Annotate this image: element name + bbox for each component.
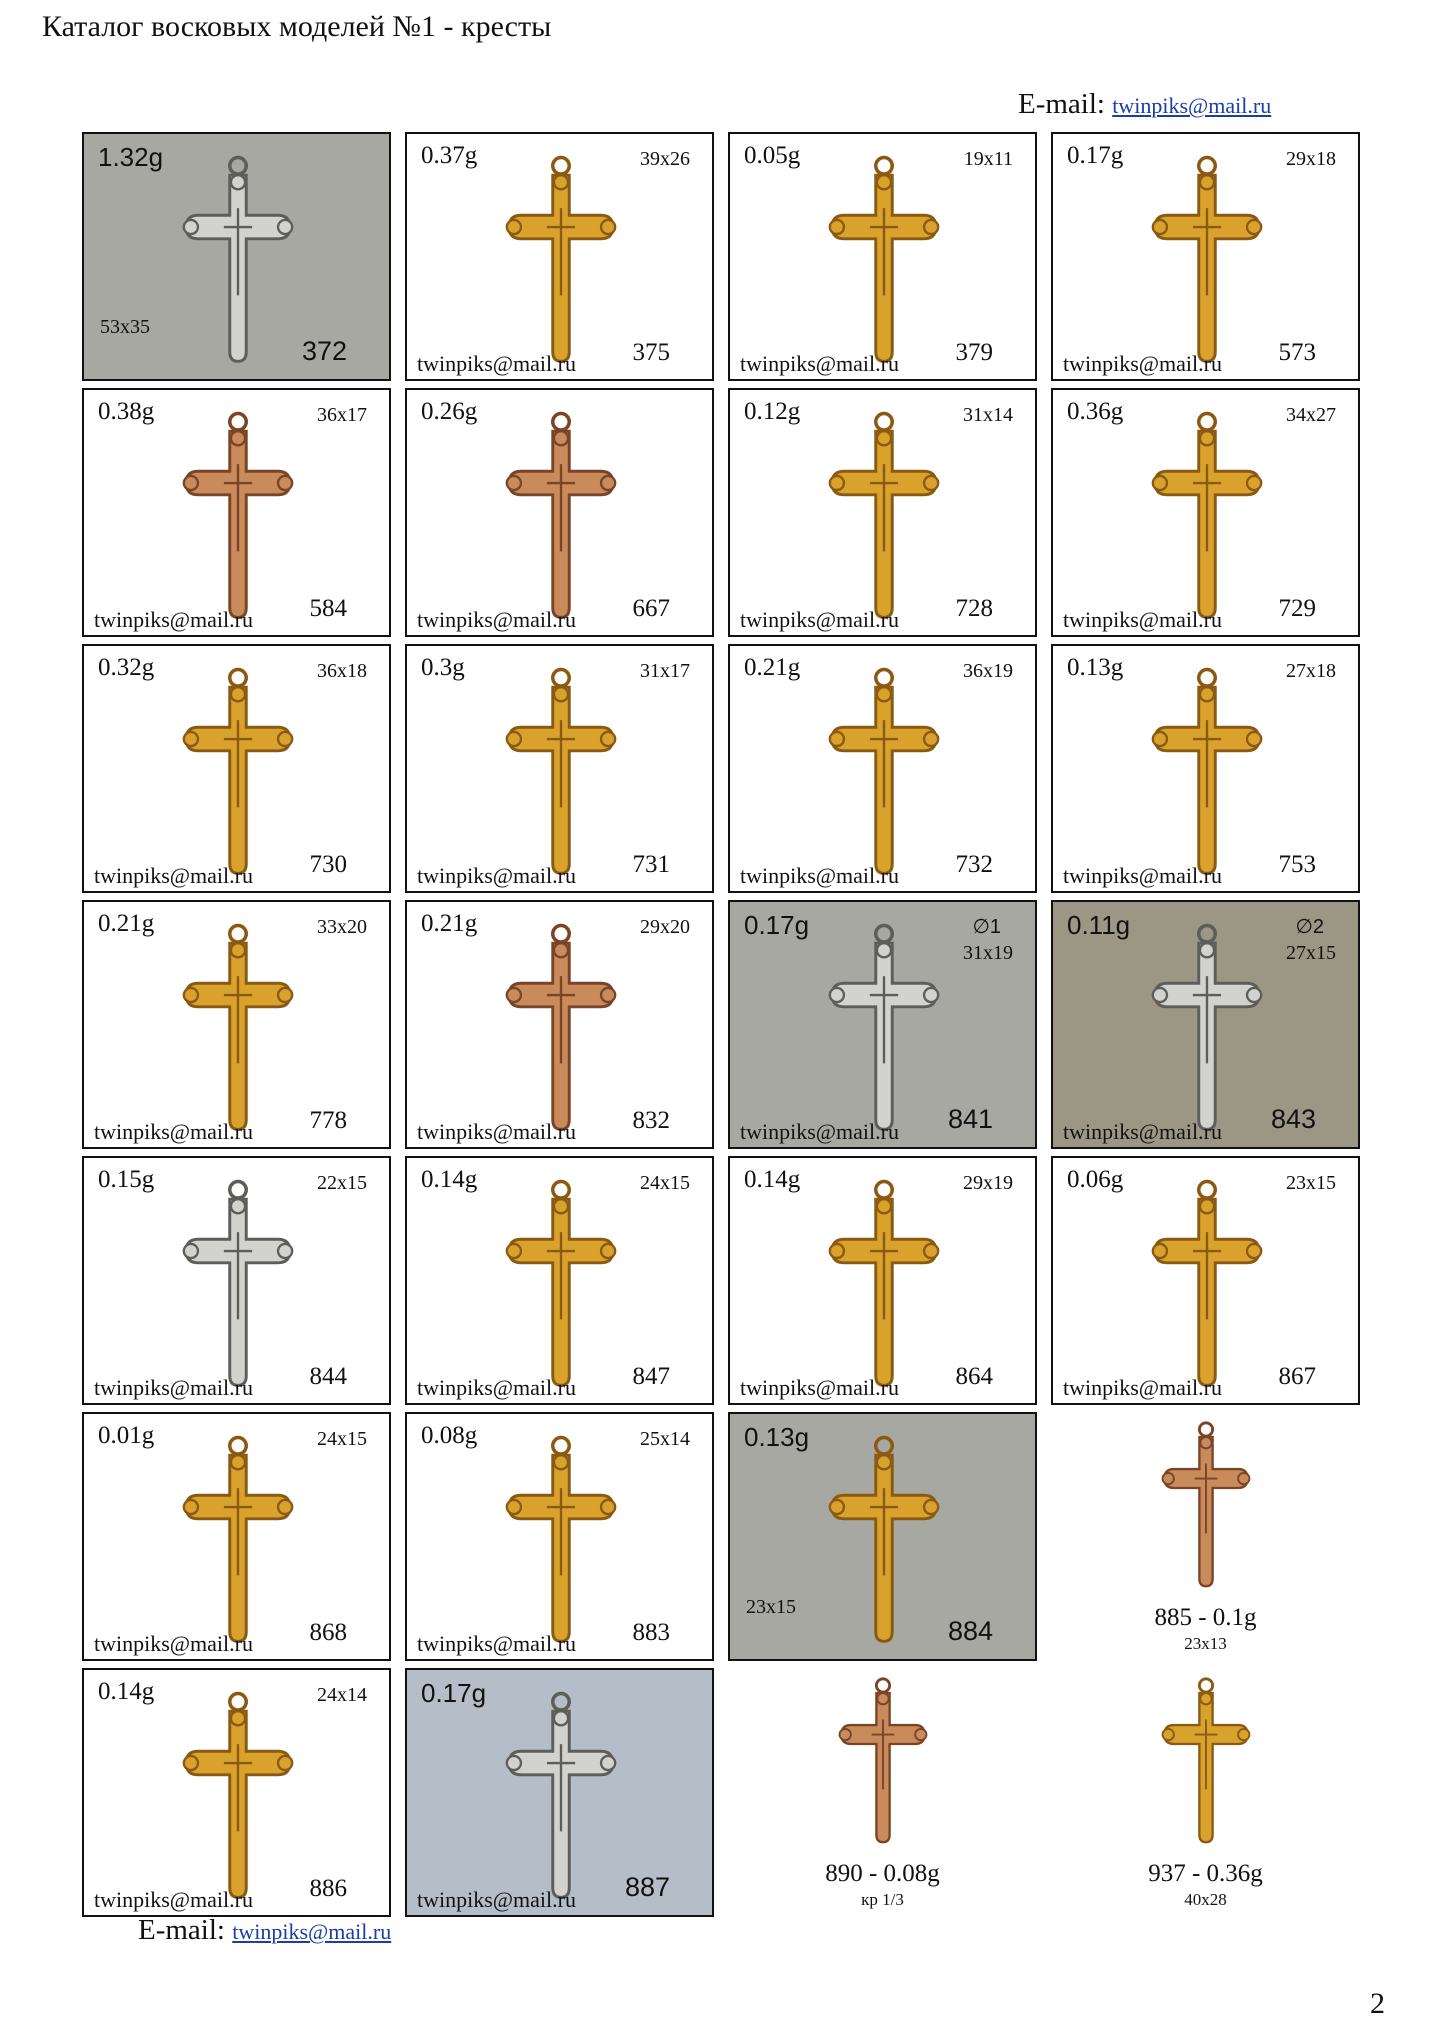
item-dimensions: 39x26 xyxy=(640,148,690,170)
catalog-item[interactable] xyxy=(405,1156,714,1405)
item-weight: 0.32g xyxy=(98,654,155,681)
watermark-text: twinpiks@mail.ru xyxy=(1063,1119,1222,1144)
cross-picture xyxy=(1148,1178,1266,1395)
item-weight: 0.15g xyxy=(98,1166,155,1193)
watermark-text: twinpiks@mail.ru xyxy=(417,351,576,376)
cross-picture xyxy=(825,1178,943,1395)
item-number: 832 xyxy=(632,1107,670,1134)
cross-picture xyxy=(825,1434,943,1651)
watermark-text: twinpiks@mail.ru xyxy=(417,1375,576,1400)
cross-picture xyxy=(179,1178,297,1395)
email-link[interactable]: twinpiks@mail.ru xyxy=(1112,93,1272,118)
item-number: 731 xyxy=(632,851,670,878)
item-weight: 0.21g xyxy=(98,910,155,937)
catalog-item[interactable] xyxy=(728,900,1037,1149)
item-diameter: ∅2 xyxy=(1295,916,1324,938)
item-number: 379 xyxy=(955,339,993,366)
page-title: Каталог восковых моделей №1 - кресты xyxy=(42,10,552,43)
footer-email xyxy=(138,1914,391,1947)
watermark-text: twinpiks@mail.ru xyxy=(94,1119,253,1144)
cross-picture xyxy=(179,666,297,883)
item-weight: 0.17g xyxy=(421,1678,487,1708)
item-number: 730 xyxy=(309,851,347,878)
item-caption: 937 - 0.36g xyxy=(1148,1860,1263,1887)
catalog-item[interactable] xyxy=(82,644,391,893)
email-label: E-mail: xyxy=(1018,88,1105,120)
catalog-item[interactable] xyxy=(1051,1156,1360,1405)
catalog-item[interactable] xyxy=(82,132,391,381)
item-number: 732 xyxy=(955,851,993,878)
cross-image xyxy=(502,1690,620,1902)
catalog-item[interactable] xyxy=(728,132,1037,381)
item-weight: 1.32g xyxy=(98,142,164,172)
cross-picture xyxy=(825,154,943,371)
item-weight: 0.14g xyxy=(744,1166,801,1193)
watermark-text: twinpiks@mail.ru xyxy=(740,863,899,888)
item-number: 573 xyxy=(1278,339,1316,366)
item-number: 841 xyxy=(947,1104,993,1134)
cross-picture xyxy=(502,922,620,1139)
watermark-text: twinpiks@mail.ru xyxy=(94,607,253,632)
catalog-item[interactable] xyxy=(728,1668,1037,1917)
catalog-item[interactable] xyxy=(1051,388,1360,637)
cross-picture xyxy=(828,1676,938,1851)
catalog-item[interactable] xyxy=(82,1156,391,1405)
item-number: 887 xyxy=(624,1872,670,1902)
cross-picture xyxy=(825,410,943,627)
catalog-item[interactable] xyxy=(405,1668,714,1917)
item-dimensions: 29x20 xyxy=(640,916,690,938)
watermark-text: twinpiks@mail.ru xyxy=(94,1375,253,1400)
cross-image xyxy=(179,1434,297,1646)
watermark-text: twinpiks@mail.ru xyxy=(1063,607,1222,632)
cross-picture xyxy=(502,1178,620,1395)
email-label: E-mail: xyxy=(138,1914,225,1946)
item-weight: 0.21g xyxy=(744,654,801,681)
catalog-item[interactable] xyxy=(405,132,714,381)
cross-picture xyxy=(502,666,620,883)
catalog-item[interactable] xyxy=(1051,1412,1360,1661)
item-dimensions: 31x17 xyxy=(640,660,690,682)
item-weight: 0.08g xyxy=(421,1422,478,1449)
cross-picture xyxy=(1148,922,1266,1139)
watermark-text: twinpiks@mail.ru xyxy=(417,863,576,888)
item-weight: 0.26g xyxy=(421,398,478,425)
catalog-item[interactable] xyxy=(82,900,391,1149)
catalog-item[interactable] xyxy=(728,1412,1037,1661)
item-subcaption: 23x13 xyxy=(1184,1634,1227,1653)
item-weight: 0.36g xyxy=(1067,398,1124,425)
watermark-text: twinpiks@mail.ru xyxy=(1063,863,1222,888)
cross-image xyxy=(502,410,620,622)
catalog-item[interactable] xyxy=(405,388,714,637)
cross-picture xyxy=(1148,410,1266,627)
item-dimensions: 34x27 xyxy=(1286,404,1336,426)
item-weight: 0.14g xyxy=(98,1678,155,1705)
cross-picture xyxy=(1151,1420,1261,1595)
watermark-text: twinpiks@mail.ru xyxy=(417,1631,576,1656)
item-dimensions: 29x19 xyxy=(963,1172,1013,1194)
catalog-item[interactable] xyxy=(1051,644,1360,893)
item-subcaption: кр 1/3 xyxy=(861,1890,904,1909)
item-diameter: ∅1 xyxy=(972,916,1001,938)
watermark-text: twinpiks@mail.ru xyxy=(740,351,899,376)
cross-image xyxy=(179,1178,297,1390)
cross-image xyxy=(825,410,943,622)
item-number: 372 xyxy=(301,336,347,366)
cross-picture xyxy=(179,1434,297,1651)
catalog-item[interactable] xyxy=(728,388,1037,637)
item-number: 867 xyxy=(1278,1363,1316,1390)
cross-image xyxy=(179,154,297,366)
item-dimensions: 31x19 xyxy=(963,942,1013,964)
cross-image xyxy=(502,666,620,878)
item-dimensions: 27x18 xyxy=(1286,660,1336,682)
item-weight: 0.3g xyxy=(421,654,465,681)
cross-picture xyxy=(179,410,297,627)
catalog-item[interactable] xyxy=(82,1668,391,1917)
catalog-item[interactable] xyxy=(1051,1668,1360,1917)
watermark-text: twinpiks@mail.ru xyxy=(417,607,576,632)
item-weight: 0.38g xyxy=(98,398,155,425)
item-number: 667 xyxy=(632,595,670,622)
item-weight: 0.11g xyxy=(1067,910,1131,940)
item-number: 728 xyxy=(955,595,993,622)
item-weight: 0.17g xyxy=(744,910,810,940)
item-dimensions: 29x18 xyxy=(1286,148,1336,170)
cross-image xyxy=(825,1178,943,1390)
item-number: 843 xyxy=(1270,1104,1316,1134)
cross-image xyxy=(825,922,943,1134)
watermark-text: twinpiks@mail.ru xyxy=(1063,351,1222,376)
item-number: 844 xyxy=(309,1363,347,1390)
cross-image xyxy=(179,666,297,878)
item-dimensions: 36x17 xyxy=(317,404,367,426)
item-dimensions: 23x15 xyxy=(746,1596,796,1618)
watermark-text: twinpiks@mail.ru xyxy=(417,1887,576,1912)
cross-picture xyxy=(179,154,297,371)
cross-picture xyxy=(179,922,297,1139)
cross-image xyxy=(1148,410,1266,622)
cross-image xyxy=(502,1434,620,1646)
cross-image xyxy=(1151,1420,1261,1590)
item-dimensions: 25x14 xyxy=(640,1428,690,1450)
cross-picture xyxy=(1148,666,1266,883)
cross-picture xyxy=(502,1690,620,1907)
catalog-item[interactable] xyxy=(405,900,714,1149)
item-weight: 0.21g xyxy=(421,910,478,937)
cross-image xyxy=(1148,922,1266,1134)
cross-picture xyxy=(502,1434,620,1651)
watermark-text: twinpiks@mail.ru xyxy=(740,607,899,632)
item-dimensions: 19x11 xyxy=(963,148,1013,170)
watermark-text: twinpiks@mail.ru xyxy=(94,1887,253,1912)
watermark-text: twinpiks@mail.ru xyxy=(740,1119,899,1144)
item-dimensions: 27x15 xyxy=(1286,942,1336,964)
item-weight: 0.14g xyxy=(421,1166,478,1193)
watermark-text: twinpiks@mail.ru xyxy=(417,1119,576,1144)
catalog-item[interactable] xyxy=(728,1156,1037,1405)
item-weight: 0.05g xyxy=(744,142,801,169)
item-number: 884 xyxy=(947,1616,993,1646)
item-number: 883 xyxy=(632,1619,670,1646)
cross-image xyxy=(1148,154,1266,366)
item-number: 864 xyxy=(955,1363,993,1390)
item-weight: 0.12g xyxy=(744,398,801,425)
cross-image xyxy=(502,922,620,1134)
item-number: 886 xyxy=(309,1875,347,1902)
item-dimensions: 24x15 xyxy=(317,1428,367,1450)
catalog-item[interactable] xyxy=(728,644,1037,893)
catalog-item[interactable] xyxy=(1051,900,1360,1149)
catalog-item[interactable] xyxy=(82,1412,391,1661)
cross-image xyxy=(502,1178,620,1390)
cross-picture xyxy=(1151,1676,1261,1851)
item-dimensions: 24x15 xyxy=(640,1172,690,1194)
cross-picture xyxy=(825,666,943,883)
cross-picture xyxy=(825,922,943,1139)
item-number: 847 xyxy=(632,1363,670,1390)
cross-image xyxy=(825,154,943,366)
cross-picture xyxy=(1148,154,1266,371)
catalog-item[interactable] xyxy=(405,1412,714,1661)
catalog-item[interactable] xyxy=(405,644,714,893)
item-weight: 0.06g xyxy=(1067,1166,1124,1193)
item-number: 868 xyxy=(309,1619,347,1646)
watermark-text: twinpiks@mail.ru xyxy=(94,863,253,888)
item-weight: 0.13g xyxy=(744,1422,810,1452)
item-dimensions: 36x18 xyxy=(317,660,367,682)
item-caption: 885 - 0.1g xyxy=(1154,1604,1257,1631)
catalog-item[interactable] xyxy=(82,388,391,637)
cross-image xyxy=(502,154,620,366)
cross-image xyxy=(179,1690,297,1902)
item-number: 375 xyxy=(632,339,670,366)
cross-picture xyxy=(179,1690,297,1907)
item-subcaption: 40x28 xyxy=(1184,1890,1227,1909)
item-dimensions: 22x15 xyxy=(317,1172,367,1194)
item-weight: 0.01g xyxy=(98,1422,155,1449)
catalog-item[interactable] xyxy=(1051,132,1360,381)
cross-image xyxy=(1148,1178,1266,1390)
page-number: 2 xyxy=(1370,1987,1385,2020)
item-dimensions: 24x14 xyxy=(317,1684,367,1706)
item-number: 729 xyxy=(1278,595,1316,622)
cross-image xyxy=(825,1434,943,1646)
cross-image xyxy=(1151,1676,1261,1846)
item-dimensions: 31x14 xyxy=(963,404,1013,426)
item-caption: 890 - 0.08g xyxy=(825,1860,940,1887)
item-dimensions: 53x35 xyxy=(100,316,150,338)
item-weight: 0.17g xyxy=(1067,142,1124,169)
item-dimensions: 23x15 xyxy=(1286,1172,1336,1194)
cross-picture xyxy=(502,410,620,627)
cross-image xyxy=(1148,666,1266,878)
item-number: 753 xyxy=(1278,851,1316,878)
email-link[interactable]: twinpiks@mail.ru xyxy=(232,1919,392,1944)
item-number: 778 xyxy=(309,1107,347,1134)
item-number: 584 xyxy=(309,595,347,622)
item-weight: 0.37g xyxy=(421,142,478,169)
cross-image xyxy=(179,410,297,622)
cross-image xyxy=(828,1676,938,1846)
watermark-text: twinpiks@mail.ru xyxy=(740,1375,899,1400)
item-weight: 0.13g xyxy=(1067,654,1124,681)
cross-image xyxy=(825,666,943,878)
watermark-text: twinpiks@mail.ru xyxy=(94,1631,253,1656)
cross-image xyxy=(179,922,297,1134)
header-email xyxy=(1018,88,1271,121)
watermark-text: twinpiks@mail.ru xyxy=(1063,1375,1222,1400)
cross-picture xyxy=(502,154,620,371)
item-dimensions: 36x19 xyxy=(963,660,1013,682)
item-dimensions: 33x20 xyxy=(317,916,367,938)
